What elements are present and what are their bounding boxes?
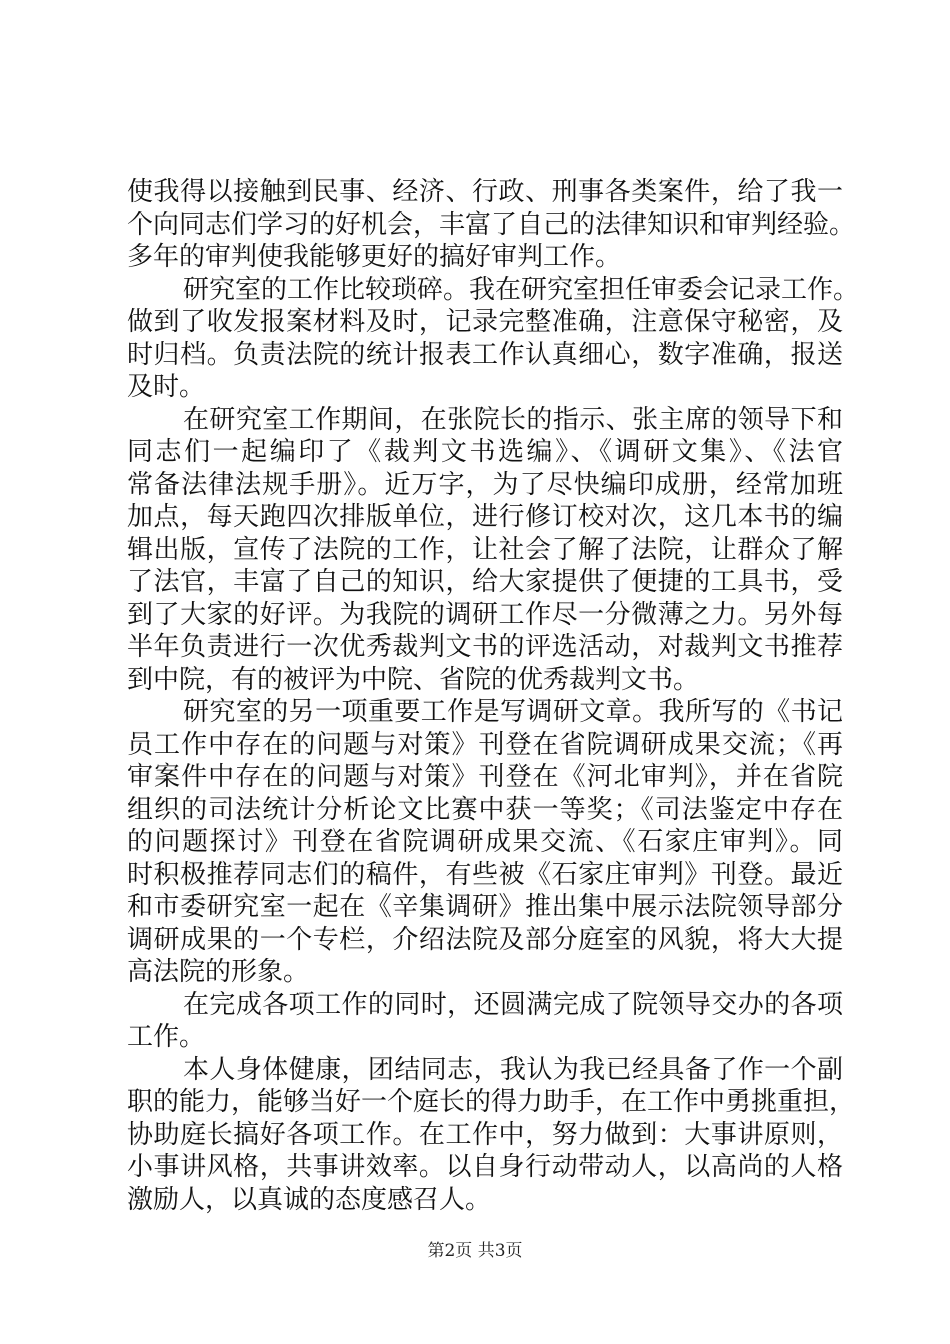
text-line: 协助庭长搞好各项工作。在工作中，努力做到：大事讲原则， xyxy=(127,1119,843,1150)
paragraph-first-line: 在完成各项工作的同时，还圆满完成了院领导交办的各项 xyxy=(183,989,843,1020)
text-line: 半年负责进行一次优秀裁判文书的评选活动，对裁判文书推荐 xyxy=(127,632,843,662)
text-line: 使我得以接触到民事、经济、行政、刑事各类案件，给了我一 xyxy=(127,177,843,207)
document-body xyxy=(127,176,860,1216)
text-line: 常备法律法规手册》。近万字，为了尽快编印成册，经常加班 xyxy=(127,469,843,500)
text-line: 和市委研究室一起在《辛集调研》推出集中展示法院领导部分 xyxy=(127,892,843,922)
text-line: 到了大家的好评。为我院的调研工作尽一分微薄之力。另外每 xyxy=(127,599,843,630)
text-line: 审案件中存在的问题与对策》刊登在《河北审判》，并在省院 xyxy=(127,762,843,792)
text-line: 加点，每天跑四次排版单位，进行修订校对次，这几本书的编 xyxy=(127,502,843,532)
text-line: 组织的司法统计分析论文比赛中获一等奖；《司法鉴定中存在 xyxy=(127,794,843,825)
text-line: 了法官，丰富了自己的知识，给大家提供了便捷的工具书，受 xyxy=(127,567,843,597)
text-line: 工作。 xyxy=(127,1022,206,1052)
paragraph-first-line: 本人身体健康，团结同志，我认为我已经具备了作一个副 xyxy=(183,1054,843,1085)
text-line: 及时。 xyxy=(127,372,206,402)
text-line: 高法院的形象。 xyxy=(127,957,310,987)
text-line: 调研成果的一个专栏，介绍法院及部分庭室的风貌，将大大提 xyxy=(127,924,843,955)
text-line: 的问题探讨》刊登在省院调研成果交流、《石家庄审判》。同 xyxy=(127,827,843,857)
text-line: 职的能力，能够当好一个庭长的得力助手，在工作中勇挑重担， xyxy=(127,1087,856,1117)
paragraph-first-line: 研究室的工作比较琐碎。我在研究室担任审委会记录工作。 xyxy=(183,274,860,305)
text-line: 到中院，有的被评为中院、省院的优秀裁判文书。 xyxy=(127,664,700,695)
text-line: 做到了收发报案材料及时，记录完整准确，注意保守秘密，及 xyxy=(127,307,843,337)
text-line: 时归档。负责法院的统计报表工作认真细心，数字准确，报送 xyxy=(127,339,843,370)
paragraph-first-line: 研究室的另一项重要工作是写调研文章。我所写的《书记 xyxy=(183,697,843,727)
text-line: 小事讲风格，共事讲效率。以自身行动带动人，以高尚的人格 xyxy=(127,1152,843,1182)
text-line: 辑出版，宣传了法院的工作，让社会了解了法院，让群众了解 xyxy=(127,534,843,565)
page-footer: 第2页 共3页 xyxy=(427,1241,523,1261)
text-line: 多年的审判使我能够更好的搞好审判工作。 xyxy=(127,242,622,272)
text-line: 同志们一起编印了《裁判文书选编》、《调研文集》、《法官 xyxy=(127,437,843,467)
text-line: 员工作中存在的问题与对策》刊登在省院调研成果交流；《再 xyxy=(127,729,843,760)
paragraph-first-line: 在研究室工作期间，在张院长的指示、张主席的领导下和 xyxy=(183,404,843,435)
text-line: 激励人，以真诚的态度感召人。 xyxy=(127,1184,492,1215)
text-line: 时积极推荐同志们的稿件，有些被《石家庄审判》刊登。最近 xyxy=(127,859,843,890)
text-line: 个向同志们学习的好机会，丰富了自己的法律知识和审判经验。 xyxy=(127,209,856,240)
